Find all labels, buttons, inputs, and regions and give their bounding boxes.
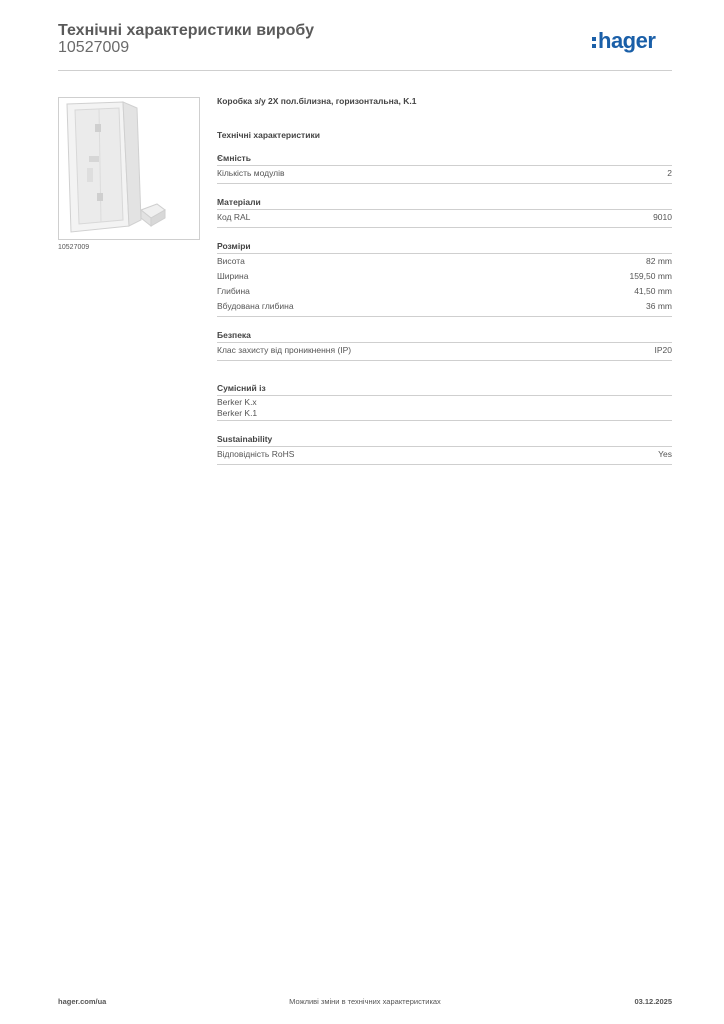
group-title: Матеріали: [217, 197, 672, 210]
image-caption: 10527009: [58, 244, 90, 251]
spec-label: Відповідність RoHS: [217, 449, 295, 459]
spec-row: [217, 270, 672, 285]
spec-value: 9010: [653, 212, 672, 222]
spec-value: 82 mm: [646, 256, 672, 266]
group-title: Sustainability: [217, 434, 672, 447]
footer-website[interactable]: hager.com/ua: [58, 997, 107, 1006]
spec-row: [217, 167, 672, 182]
spec-label: Ширина: [217, 271, 249, 281]
spec-group-capacity: [217, 153, 672, 184]
spec-row: [217, 255, 672, 270]
logo-text: hager: [598, 28, 656, 53]
product-name: Коробка з/у 2Х пол.білизна, горизонтальна, K.1: [217, 96, 417, 106]
group-title: Сумісний із: [217, 383, 672, 396]
spec-row: [217, 211, 672, 226]
spec-group-compatible: [217, 383, 672, 421]
spec-row: [217, 448, 672, 463]
spec-label: Код RAL: [217, 212, 251, 222]
compatible-item: Berker K.1: [217, 408, 258, 418]
spec-heading: Технічні характеристики: [217, 130, 320, 140]
spec-label: Глибина: [217, 286, 250, 296]
spec-row: [217, 344, 672, 359]
group-title: Ємність: [217, 153, 672, 166]
group-title: Розміри: [217, 241, 672, 254]
spec-value: IP20: [654, 345, 672, 355]
footer-note: Можливі зміни в технічних характеристиках: [289, 997, 441, 1006]
compatible-item: Berker K.x: [217, 397, 257, 407]
product-code: 10527009: [58, 39, 130, 56]
spec-row: [217, 300, 672, 315]
page-title: Технічні характеристики виробу: [58, 22, 314, 39]
page-header: [58, 20, 672, 71]
group-title: Безпека: [217, 330, 672, 343]
hager-logo: [592, 28, 672, 54]
spec-value: Yes: [658, 449, 672, 459]
spec-label: Кількість модулів: [217, 168, 285, 178]
spec-value: 159,50 mm: [629, 271, 672, 281]
spec-group-dimensions: [217, 241, 672, 317]
spec-value: 36 mm: [646, 301, 672, 311]
surface-box-illustration-icon: [59, 98, 199, 239]
spec-content: [217, 96, 672, 465]
spec-label: Клас захисту від проникнення (IP): [217, 345, 352, 355]
product-image: [58, 97, 200, 240]
spec-group-safety: [217, 330, 672, 361]
spec-row: [217, 285, 672, 300]
spec-label: Висота: [217, 256, 245, 266]
spec-group-materials: [217, 197, 672, 228]
spec-value: 41,50 mm: [634, 286, 672, 296]
spec-value: 2: [667, 168, 672, 178]
spec-group-sustainability: [217, 434, 672, 465]
footer-date: 03.12.2025: [634, 997, 672, 1006]
spec-label: Вбудована глибина: [217, 301, 294, 311]
